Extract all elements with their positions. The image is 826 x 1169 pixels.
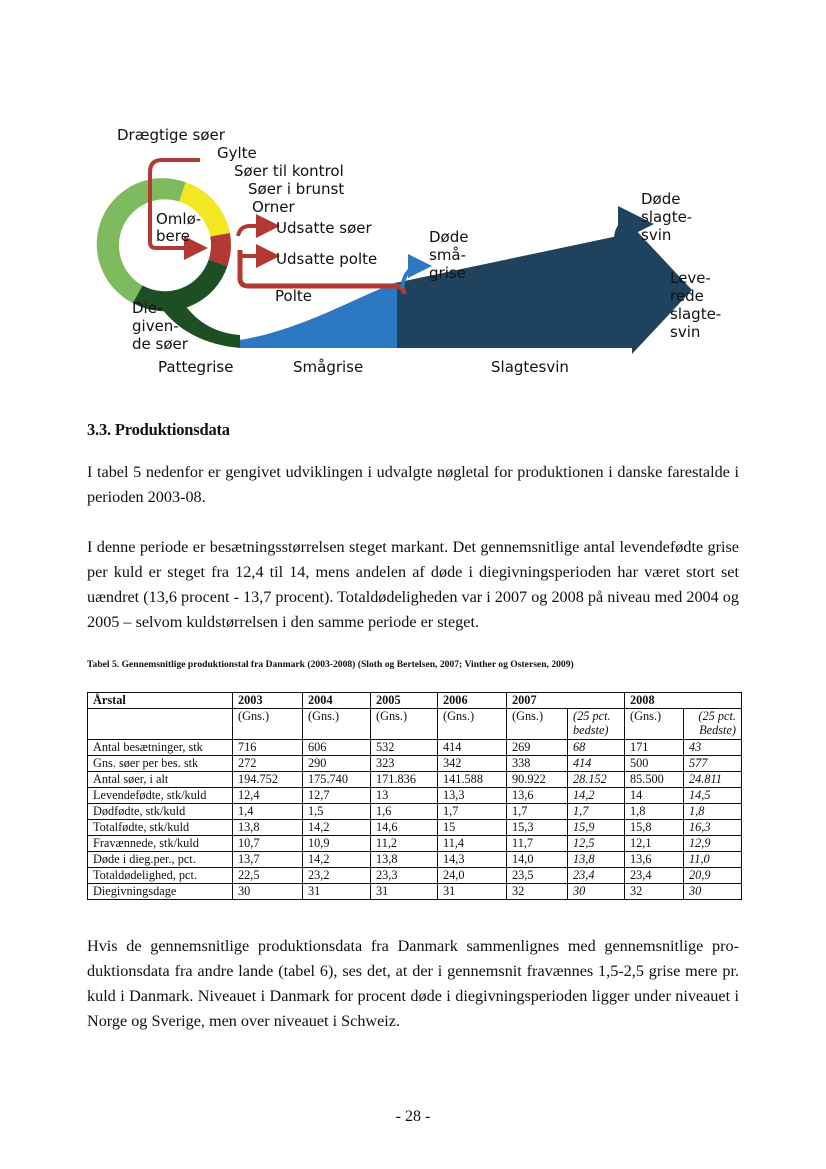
table-cell: 16,3 — [684, 820, 742, 836]
table-cell: 269 — [507, 740, 568, 756]
table-cell: 272 — [233, 756, 303, 772]
table-cell: 12,1 — [625, 836, 684, 852]
subheader-cell: (Gns.) — [507, 709, 568, 740]
table-cell: 14,2 — [303, 852, 371, 868]
table-row — [88, 884, 742, 900]
table-cell: 23,5 — [507, 868, 568, 884]
label-dode-smaagrise-2: små- — [429, 246, 467, 264]
paragraph-period: I denne periode er besætningsstørrelsen steget markant. Det gennemsnitlige antal levendefødte grise per kuld er steget fra 12,4 til 14, mens andelen af døde i diegivningsperioden har været stort set uændret (13,6 procent - 13,7 procent). Totaldødeligheden var i 2007 og 2008 på niveau med 2004 og 2005 – selvom kuldstørrelsen i den samme periode er steget. — [87, 538, 739, 631]
udsatte-soer-arrow — [238, 226, 268, 236]
table-cell: 15,8 — [625, 820, 684, 836]
table-cell: 1,8 — [684, 804, 742, 820]
label-dode-smaagrise-3: grise — [429, 264, 466, 282]
table-caption: Tabel 5. Gennemsnitlige produktionstal fra Danmark (2003-2008) (Sloth og Bertelsen, 2007; Vinther og Ostersen, 2009) — [87, 659, 574, 670]
table-row — [88, 756, 742, 772]
table-cell: 13,7 — [233, 852, 303, 868]
page-number: - 28 - — [395, 1108, 431, 1125]
subheader-cell: (Gns.) — [303, 709, 371, 740]
paragraph-intro: I tabel 5 nedenfor er gengivet udviklingen i udvalgte nøgletal for produktionen i danske farestalde i perioden 2003-08. — [87, 463, 739, 506]
table-cell: 23,4 — [625, 868, 684, 884]
table-cell: 13,6 — [625, 852, 684, 868]
table-cell: 14 — [625, 788, 684, 804]
header-year: 2007 — [507, 693, 625, 709]
table-row — [88, 836, 742, 852]
subheader-cell: (Gns.) — [233, 709, 303, 740]
label-diegivende-2: given- — [132, 317, 179, 335]
row-label: Diegivningsdage — [88, 884, 233, 900]
row-label: Fravænnede, stk/kuld — [88, 836, 233, 852]
table-cell: 10,9 — [303, 836, 371, 852]
label-dode-smaagrise-1: Døde — [429, 228, 469, 246]
table-cell: 171 — [625, 740, 684, 756]
label-leverede-3: slagte- — [670, 305, 722, 323]
table-cell: 323 — [371, 756, 438, 772]
table-cell: 175.740 — [303, 772, 371, 788]
table-cell: 13,8 — [568, 852, 625, 868]
row-label: Totalfødte, stk/kuld — [88, 820, 233, 836]
table-cell: 15,9 — [568, 820, 625, 836]
subheader-empty — [88, 709, 233, 740]
table-cell: 23,2 — [303, 868, 371, 884]
label-dode-slagtesvin-2: slagte- — [641, 208, 693, 226]
subheader-cell: (Gns.) — [371, 709, 438, 740]
row-label: Gns. søer per bes. stk — [88, 756, 233, 772]
table-cell: 12,9 — [684, 836, 742, 852]
table-cell: 171.836 — [371, 772, 438, 788]
label-draegtige-soer: Drægtige søer — [117, 126, 225, 144]
table-cell: 716 — [233, 740, 303, 756]
subheader-cell: (Gns.) — [438, 709, 507, 740]
table-cell: 1,5 — [303, 804, 371, 820]
table-row — [88, 788, 742, 804]
table-cell: 577 — [684, 756, 742, 772]
label-diegivende-1: Die- — [132, 299, 163, 317]
table-cell: 13 — [371, 788, 438, 804]
header-year: 2004 — [303, 693, 371, 709]
table-cell: 338 — [507, 756, 568, 772]
label-omlobere-1: Omlø- — [156, 210, 202, 228]
table-cell: 11,2 — [371, 836, 438, 852]
table-cell: 22,5 — [233, 868, 303, 884]
table-cell: 12,4 — [233, 788, 303, 804]
table-cell: 14,2 — [568, 788, 625, 804]
header-year: 2003 — [233, 693, 303, 709]
table-cell: 14,0 — [507, 852, 568, 868]
table-cell: 68 — [568, 740, 625, 756]
table-cell: 30 — [568, 884, 625, 900]
label-dode-slagtesvin-1: Døde — [641, 190, 681, 208]
table-cell: 1,7 — [438, 804, 507, 820]
table-cell: 141.588 — [438, 772, 507, 788]
row-label: Antal søer, i alt — [88, 772, 233, 788]
table-cell: 1,4 — [233, 804, 303, 820]
table-cell: 31 — [438, 884, 507, 900]
label-dode-slagtesvin-3: svin — [641, 226, 672, 244]
table-cell: 14,6 — [371, 820, 438, 836]
label-polte: Polte — [275, 287, 312, 305]
header-year: 2008 — [625, 693, 742, 709]
table-cell: 194.752 — [233, 772, 303, 788]
table-cell: 90.922 — [507, 772, 568, 788]
table-cell: 606 — [303, 740, 371, 756]
table-cell: 1,6 — [371, 804, 438, 820]
table-cell: 23,3 — [371, 868, 438, 884]
table-cell: 12,7 — [303, 788, 371, 804]
table-cell: 11,0 — [684, 852, 742, 868]
table-cell: 342 — [438, 756, 507, 772]
table-row — [88, 804, 742, 820]
table-header-row — [88, 693, 742, 709]
label-diegivende-3: de søer — [132, 335, 188, 353]
table-cell: 13,6 — [507, 788, 568, 804]
table-cell: 20,9 — [684, 868, 742, 884]
label-leverede-2: rede — [670, 287, 704, 305]
table-row — [88, 740, 742, 756]
omlobere-loop-top — [150, 160, 200, 172]
table-cell: 12,5 — [568, 836, 625, 852]
label-udsatte-soer: Udsatte søer — [276, 219, 372, 237]
production-data-table — [87, 692, 742, 900]
label-gylte: Gylte — [217, 144, 257, 162]
table-cell: 1,7 — [507, 804, 568, 820]
header-arstal: Årstal — [88, 693, 233, 709]
table-cell: 24.811 — [684, 772, 742, 788]
row-label: Levendefødte, stk/kuld — [88, 788, 233, 804]
label-smaagrise: Smågrise — [293, 358, 364, 376]
table-cell: 414 — [568, 756, 625, 772]
header-year: 2005 — [371, 693, 438, 709]
label-leverede-1: Leve- — [670, 269, 711, 287]
table-cell: 13,8 — [233, 820, 303, 836]
pig-production-flow-diagram — [0, 0, 826, 400]
row-label: Døde i dieg.per., pct. — [88, 852, 233, 868]
table-cell: 30 — [684, 884, 742, 900]
table-cell: 32 — [625, 884, 684, 900]
table-subheader-row — [88, 709, 742, 740]
table-cell: 13,3 — [438, 788, 507, 804]
table-cell: 15 — [438, 820, 507, 836]
label-orner: Orner — [252, 198, 295, 216]
subheader-cell: (Gns.) — [625, 709, 684, 740]
row-label: Totaldødelighed, pct. — [88, 868, 233, 884]
label-udsatte-polte: Udsatte polte — [276, 250, 378, 268]
subheader-cell: (25 pct. bedste) — [568, 709, 625, 740]
table-cell: 43 — [684, 740, 742, 756]
table-cell: 414 — [438, 740, 507, 756]
row-label: Dødfødte, stk/kuld — [88, 804, 233, 820]
row-label: Antal besætninger, stk — [88, 740, 233, 756]
table-cell: 1,8 — [625, 804, 684, 820]
table-cell: 1,7 — [568, 804, 625, 820]
table-cell: 31 — [371, 884, 438, 900]
label-leverede-4: svin — [670, 323, 701, 341]
table-cell: 14,5 — [684, 788, 742, 804]
table-cell: 10,7 — [233, 836, 303, 852]
paragraph-comparison: Hvis de gennemsnitlige produktionsdata fra Danmark sammenlignes med gennemsnitlige produktionsdata fra andre lande (tabel 6), ses det, at der i gennemsnit fravænnes 1,5-2,5 grise mere pr. kuld i Danmark. Niveauet i Danmark for procent døde i diegivningsperioden ligger under niveauet i Norge og Sverige, men over niveauet i Schweiz. — [87, 937, 739, 1030]
table-cell: 15,3 — [507, 820, 568, 836]
header-year: 2006 — [438, 693, 507, 709]
table-cell: 290 — [303, 756, 371, 772]
table-row — [88, 772, 742, 788]
table-cell: 13,8 — [371, 852, 438, 868]
subheader-cell: (25 pct. Bedste) — [684, 709, 742, 740]
label-pattegrise: Pattegrise — [158, 358, 234, 376]
table-cell: 532 — [371, 740, 438, 756]
table-cell: 30 — [233, 884, 303, 900]
table-row — [88, 820, 742, 836]
table-cell: 11,7 — [507, 836, 568, 852]
table-cell: 32 — [507, 884, 568, 900]
label-soer-til-kontrol: Søer til kontrol — [234, 162, 344, 180]
label-omlobere-2: bere — [156, 227, 190, 245]
section-heading: 3.3. Produktionsdata — [87, 420, 230, 439]
table-row — [88, 852, 742, 868]
table-cell: 24,0 — [438, 868, 507, 884]
label-slagtesvin: Slagtesvin — [491, 358, 569, 376]
smaagrise-flow-band — [240, 282, 397, 348]
table-cell: 500 — [625, 756, 684, 772]
table-row — [88, 868, 742, 884]
table-cell: 85.500 — [625, 772, 684, 788]
label-soer-i-brunst: Søer i brunst — [248, 180, 345, 198]
table-cell: 14,2 — [303, 820, 371, 836]
table-cell: 28.152 — [568, 772, 625, 788]
table-cell: 11,4 — [438, 836, 507, 852]
table-cell: 14,3 — [438, 852, 507, 868]
table-cell: 23,4 — [568, 868, 625, 884]
table-cell: 31 — [303, 884, 371, 900]
